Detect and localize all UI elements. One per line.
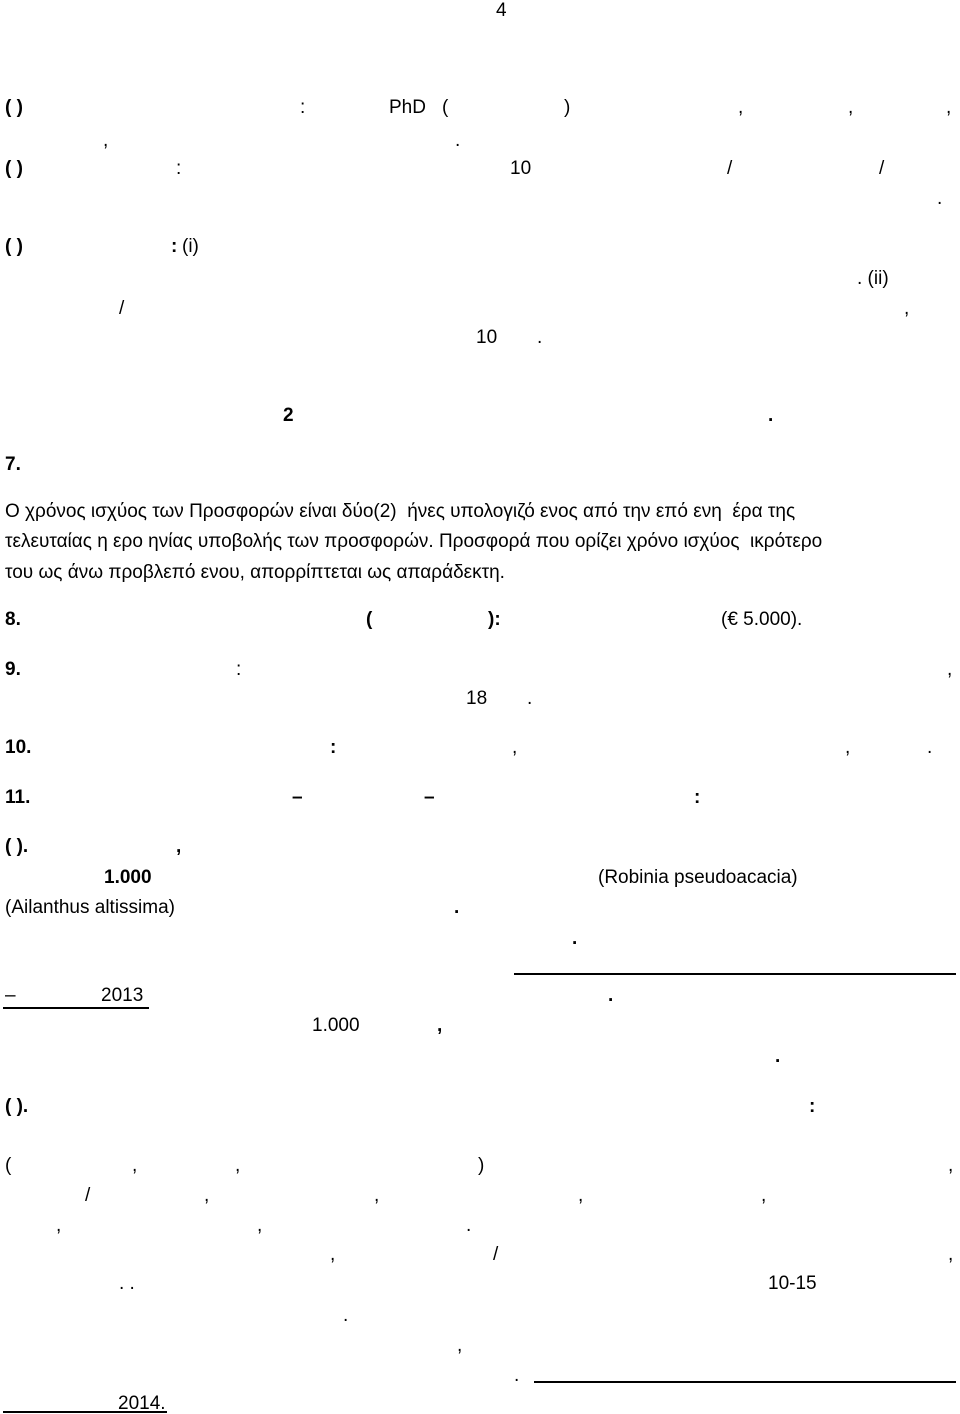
doc-text: ,	[374, 1185, 380, 1206]
doc-text: 2013	[101, 985, 144, 1006]
doc-text: (	[442, 97, 449, 118]
doc-text: (i)	[182, 236, 199, 257]
doc-text: .	[608, 985, 614, 1006]
doc-text: .	[937, 188, 943, 209]
doc-text: .	[455, 130, 461, 151]
doc-text: ,	[848, 97, 854, 118]
doc-text: ,	[512, 737, 518, 758]
doc-text: 2	[283, 405, 294, 426]
doc-text: /	[727, 158, 733, 179]
doc-text: ,	[947, 659, 953, 680]
doc-text: 18	[466, 688, 488, 709]
doc-text: ,	[761, 1185, 767, 1206]
section-number: 11.	[5, 787, 31, 808]
doc-text: ,	[235, 1155, 241, 1176]
underline-rule	[534, 1381, 956, 1383]
doc-text: /	[85, 1185, 91, 1206]
doc-text: ,	[948, 1244, 954, 1265]
doc-text: 10	[510, 158, 532, 179]
doc-text: ):	[488, 609, 501, 630]
doc-text: (€ 5.000).	[721, 609, 803, 630]
doc-text: )	[478, 1155, 485, 1176]
doc-text: (Robinia pseudoacacia)	[598, 867, 798, 888]
doc-text: :	[236, 659, 242, 680]
doc-text: .	[775, 1046, 781, 1067]
doc-text: –	[5, 985, 16, 1006]
doc-text: ,	[738, 97, 744, 118]
doc-text: (	[5, 1155, 12, 1176]
doc-text: .	[466, 1215, 472, 1236]
doc-text: –	[292, 787, 303, 808]
doc-text: /	[879, 158, 885, 179]
doc-text: ( ).	[5, 836, 29, 857]
doc-text: ( )	[5, 236, 23, 257]
doc-text: .	[927, 737, 933, 758]
doc-text: . (ii)	[857, 268, 889, 289]
doc-text: :	[330, 737, 337, 758]
section-number: 9.	[5, 659, 21, 680]
doc-text: ( )	[5, 97, 23, 118]
doc-text: ,	[257, 1215, 263, 1236]
doc-text: /	[119, 298, 125, 319]
doc-text: ,	[204, 1185, 210, 1206]
doc-text: ,	[103, 130, 109, 151]
doc-text: Ο χρόνος ισχύος των Προσφορών είναι δύο(2) ήνες υπολογιζό ενος από την επό ενη έρα της	[5, 501, 796, 522]
doc-text: ,	[457, 1335, 463, 1356]
section-number: 8.	[5, 609, 21, 630]
doc-text: .	[514, 1365, 520, 1386]
doc-text: 1.000	[104, 867, 152, 888]
doc-text: (Ailanthus altissima)	[5, 897, 175, 918]
doc-text: 1.000	[312, 1015, 360, 1036]
doc-text: :	[171, 236, 178, 257]
doc-text: 10-15	[768, 1273, 817, 1294]
doc-text: ,	[437, 1015, 443, 1036]
doc-text: .	[572, 928, 578, 949]
doc-text: )	[564, 97, 571, 118]
underline-rule	[3, 1007, 149, 1009]
doc-text: του ως άνω προβλεπό ενου, απορρίπτεται ως απαράδεκτη.	[5, 562, 505, 583]
doc-text: :	[300, 97, 306, 118]
doc-text: .	[768, 405, 774, 426]
doc-text: .	[343, 1305, 349, 1326]
doc-text: 10	[476, 327, 498, 348]
doc-text: . .	[119, 1273, 135, 1294]
doc-text: ,	[132, 1155, 138, 1176]
doc-text: .	[527, 688, 533, 709]
doc-text: –	[424, 787, 435, 808]
doc-text: ( ).	[5, 1096, 29, 1117]
doc-text: (	[366, 609, 373, 630]
doc-text: ,	[330, 1244, 336, 1265]
doc-text: ( )	[5, 158, 23, 179]
underline-rule	[3, 1411, 167, 1413]
section-number: 10.	[5, 737, 32, 758]
doc-text: :	[809, 1096, 816, 1117]
doc-text: ,	[56, 1215, 62, 1236]
underline-rule	[514, 973, 956, 975]
doc-text: ,	[176, 836, 182, 857]
page-number: 4	[496, 0, 507, 21]
doc-text: ,	[904, 298, 910, 319]
doc-text: PhD	[389, 97, 426, 118]
doc-text: ,	[578, 1185, 584, 1206]
section-number: 7.	[5, 454, 21, 475]
doc-text: .	[454, 897, 460, 918]
doc-text: :	[176, 158, 182, 179]
doc-text: .	[537, 327, 543, 348]
doc-text: :	[694, 787, 701, 808]
doc-text: ,	[946, 97, 952, 118]
doc-text: /	[493, 1244, 499, 1265]
doc-text: 2014.	[118, 1393, 166, 1414]
doc-text: τελευταίας η ερο ηνίας υποβολής των προσφορών. Προσφορά που ορίζει χρόνο ισχύος ικρότερο	[5, 531, 823, 552]
doc-text: ,	[845, 737, 851, 758]
doc-text: ,	[948, 1155, 954, 1176]
